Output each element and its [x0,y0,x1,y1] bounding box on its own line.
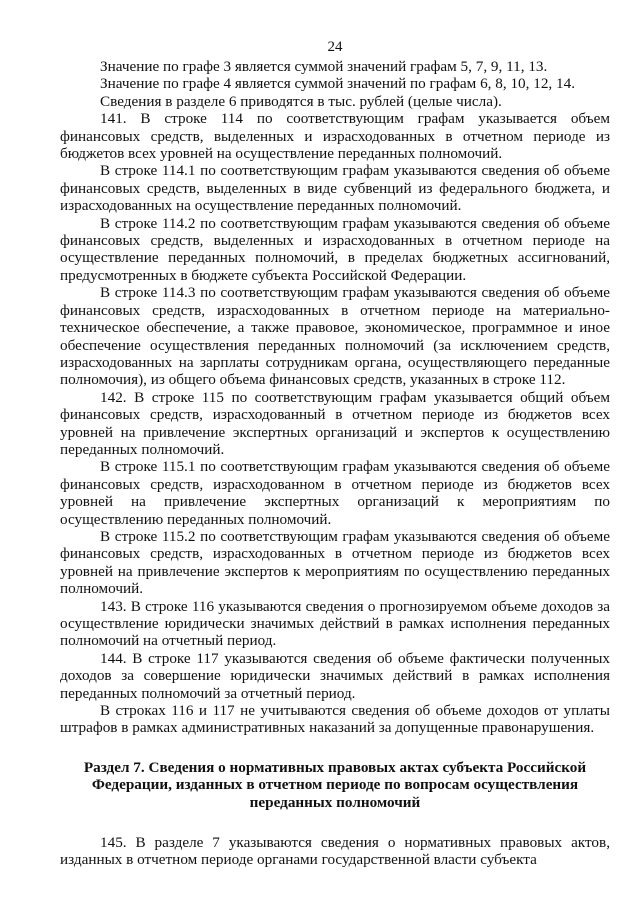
paragraph: 143. В строке 116 указываются сведения о прогнозируемом объеме доходов за осуществление юридически значимых действий в рамках исполнения переданных полномочий на отчетный период. [60,597,610,650]
paragraph: 144. В строке 117 указываются сведения об объеме фактически полученных доходов за совершение юридически значимых действий в рамках исполнения переданных полномочий за отчетный период. [60,649,610,702]
paragraph: 145. В разделе 7 указываются сведения о нормативных правовых актов, изданных в отчетном периоде органами государственной власти субъекта [60,833,610,869]
section-heading: Раздел 7. Сведения о нормативных правовых актах субъекта Российской Федерации, изданных в отчетном периоде по вопросам осуществления переданных полномочий [83,758,587,812]
paragraph: В строках 116 и 117 не учитываются сведения об объеме доходов от уплаты штрафов в рамках административных наказаний за допущенные правонарушения. [60,702,610,737]
paragraph: 141. В строке 114 по соответствующим графам указывается объем финансовых средств, выделенных и израсходованных в отчетном периоде из бюджетов всех уровней на осуществление переданных полномочий. [60,110,610,163]
paragraph: Сведения в разделе 6 приводятся в тыс. рублей (целые числа). [100,92,502,110]
paragraph: 142. В строке 115 по соответствующим графам указывается общий объем финансовых средств, израсходованный в отчетном периоде из бюджетов всех уровней на привлечение экспертных организаций и экспертов к осуществлению переданных полномочий. [60,388,610,458]
paragraph: Значение по графе 3 является суммой значений графам 5, 7, 9, 11, 13. [100,58,548,75]
paragraph: В строке 115.2 по соответствующим графам указываются сведения об объеме финансовых средств, израсходованных в отчетном периоде из бюджетов всех уровней на привлечение экспертов к мероприятиям по осуществлению переданных полномочий. [60,527,610,598]
paragraph: В строке 114.3 по соответствующим графам указываются сведения об объеме финансовых средств, израсходованных в отчетном периоде на материально-техническое обеспечение, а также правовое, экономическое, программное и иное обеспечение осуществления переданных полномочий (за исключением средств, израсходованных на зарплаты сотрудникам органа, осуществляющего переданные полномочия), из общего объема финансовых средств, указанных в строке 112. [60,284,610,389]
paragraph: В строке 114.2 по соответствующим графам указываются сведения об объеме финансовых средств, выделенных и израсходованных в отчетном периоде на осуществление переданных полномочий, в пределах бюджетных ассигнований, предусмотренных в бюджете субъекта Российской Федерации. [60,214,610,284]
paragraph: В строке 114.1 по соответствующим графам указываются сведения об объеме финансовых средств, выделенных в виде субвенций из федерального бюджета, и израсходованных на осуществление переданных полномочий. [60,162,610,215]
paragraph: Значение по графе 4 является суммой значений по графам 6, 8, 10, 12, 14. [100,75,575,93]
paragraph: В строке 115.1 по соответствующим графам указываются сведения об объеме финансовых средств, израсходованном в отчетном периоде из бюджетов всех уровней на привлечение экспертных организаций к мероприятиям по осуществлению переданных полномочий. [60,458,610,528]
page-number: 24 [327,39,343,55]
